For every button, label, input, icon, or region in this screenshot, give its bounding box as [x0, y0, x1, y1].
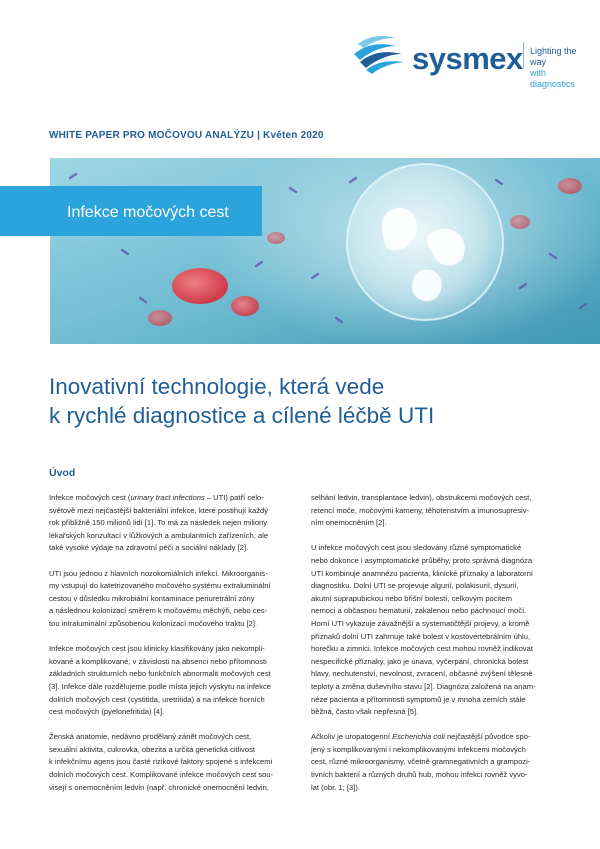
text-line: teploty a změna duševního stavu [2]. Diagnóza založená na anam- — [311, 681, 536, 691]
paragraph — [49, 568, 292, 631]
text-line: nemoci a občasnou hematurií, zakalenou nebo páchnoucí močí. — [311, 606, 527, 616]
text-line: horečku a zimnici. Infekce močových cest mohou rovněž indikovat — [311, 644, 534, 654]
text-line: dolních močových cest (cystitida, uretritida) a na infekce horních — [49, 694, 265, 704]
text-line: lékařských konzultací v lůžkových a ambulantních zařízeních, ale — [49, 530, 269, 540]
text-line: a následnou kolonizací směrem k močovému měchýři, nebo ces- — [49, 606, 268, 616]
text-line: tou intraluminální způsobenou kolonizací močového traktu [2]. — [49, 618, 258, 628]
logo-divider — [523, 42, 524, 68]
text-line: běžná, často však nepřesná [5]. — [311, 707, 419, 717]
text-line: cestou v důsledku mikrobiální kontaminace periuretrální zóny — [49, 593, 255, 603]
sysmex-logo — [352, 32, 582, 89]
paragraph — [49, 492, 292, 555]
text-line: kované a komplikované, v závislosti na absenci nebo přítomnosti — [49, 656, 267, 666]
text-line: cest, různé mikroorganismy, včetně gramnegativních a grampozi- — [311, 757, 531, 767]
text-line: hlavy, nechutenství, nevolnost, zvracení, občasné zvýšení tělesné — [311, 669, 533, 679]
text-line: my vstupují do katetrizovaného močového systému extraluminální — [49, 581, 271, 591]
body-column-left — [49, 492, 292, 807]
text-line: Ženská anatomie, nedávno prodělaný zánět močových cest, — [49, 732, 252, 742]
hero-band-label: Infekce močových cest — [67, 204, 229, 221]
text-line: rok přibližně 150 milionů lidí [1]. To má za následek nejen miliony — [49, 518, 268, 528]
text-line: diagnostiku. Dolní UTI se projevuje algurií, polakisurií, dysurií, — [311, 581, 519, 591]
text-line: lat (obr. 1; [3]). — [311, 782, 360, 792]
text-line: světově mezi nejčastější bakteriální infekce, které postihují každý — [49, 505, 269, 515]
text-line: UTI kombinuje anamnézu pacienta, klinické příznaky a laboratorní — [311, 568, 534, 578]
text-line: Infekce močových cest (urinary tract infections – UTI) patří celo- — [49, 493, 264, 502]
paragraph — [311, 492, 554, 530]
tagline-line1: Lighting the way — [530, 46, 577, 67]
paragraph — [311, 731, 554, 794]
text-line: nespecifické příznaky, jako je únava, vyčerpání, chronická bolest — [311, 656, 529, 666]
title-line1: Inovativní technologie, která vede — [49, 374, 385, 399]
tagline-line2: with diagnostics — [530, 68, 576, 89]
italic-term: urinary tract infections — [130, 493, 205, 502]
body-column-right — [311, 492, 554, 807]
text-line: příznaků dolní UTI zahrnuje také bolest v kostovertebrálním úhlu, — [311, 631, 531, 641]
text-line: retencí moče, močovými kameny, těhotenstvím a imunosupresiv- — [311, 505, 530, 515]
text-line: visejí s onemocněním ledvin (např. chronické onemocnění ledvin, — [49, 782, 269, 792]
title-line2: k rychlé diagnostice a cílené léčbě UTI — [49, 403, 435, 428]
paragraph — [49, 731, 292, 794]
text-line: tivních bakterií a různých druhů hub, mohou infekci rovněž vyvo- — [311, 770, 528, 780]
brand-name: sysmex — [412, 41, 523, 76]
paragraph — [49, 643, 292, 719]
text-line: také vysoké výdaje na zdravotní péči a sociální náklady [2]. — [49, 543, 249, 553]
text-line: akutní suprapubickou nebo břišní bolestí, celkovým pocitem — [311, 593, 512, 603]
text-line: UTI jsou jednou z hlavních nozokomiálních infekcí. Mikroorganis- — [49, 568, 268, 578]
text-line: nebo dokonce i asymptomatické průběhy, proto správná diagnóza — [311, 555, 533, 565]
paragraph — [311, 542, 554, 718]
text-line: dolních močových cest. Komplikované infekce močových cest sou- — [49, 770, 274, 780]
text-line: sexuální aktivita, cukrovka, obezita a určitá genetická citlivost — [49, 744, 255, 754]
brand-tagline — [530, 46, 582, 90]
text-line: základních strukturních nebo funkčních abnormalit močových cest — [49, 669, 271, 679]
text-line: néze pacienta a přítomnosti symptomů je v mnoha zemích stále — [311, 694, 526, 704]
text-line: k infekčnímu agens jsou časté rizikové faktory spojené s infekcemi — [49, 757, 273, 767]
page-title — [49, 372, 569, 430]
text-line: [3]. Infekce dále rozdělujeme podle místa jejich výskytu na infekce — [49, 681, 272, 691]
text-line: Ačkoliv je uropatogenní Escherichia coli nejčastější původce spo- — [311, 732, 531, 742]
text-line: selhání ledvin, transplantace ledvin), obstrukcemi močových cest, — [311, 493, 532, 502]
text-line: Horní UTI vykazuje závažnější a systematičtější projevy, a kromě — [311, 618, 530, 628]
section-heading: Úvod — [49, 467, 76, 479]
text-line: Infekce močových cest jsou klinicky klasifikovány jako nekompli- — [49, 644, 265, 654]
text-line: jený s komplikovanými i nekomplikovanými infekcemi močových — [311, 744, 526, 754]
series-label: WHITE PAPER PRO MOČOVOU ANALÝZU | Květen 2020 — [49, 130, 324, 141]
italic-term: Escherichia coli — [392, 732, 445, 742]
text-line: ním onemocněním [2]. — [311, 518, 387, 528]
text-line: cest močových (pyelonefritida) [4]. — [49, 707, 165, 717]
text-line: U infekce močových cest jsou sledovány různé symptomatické — [311, 543, 522, 553]
